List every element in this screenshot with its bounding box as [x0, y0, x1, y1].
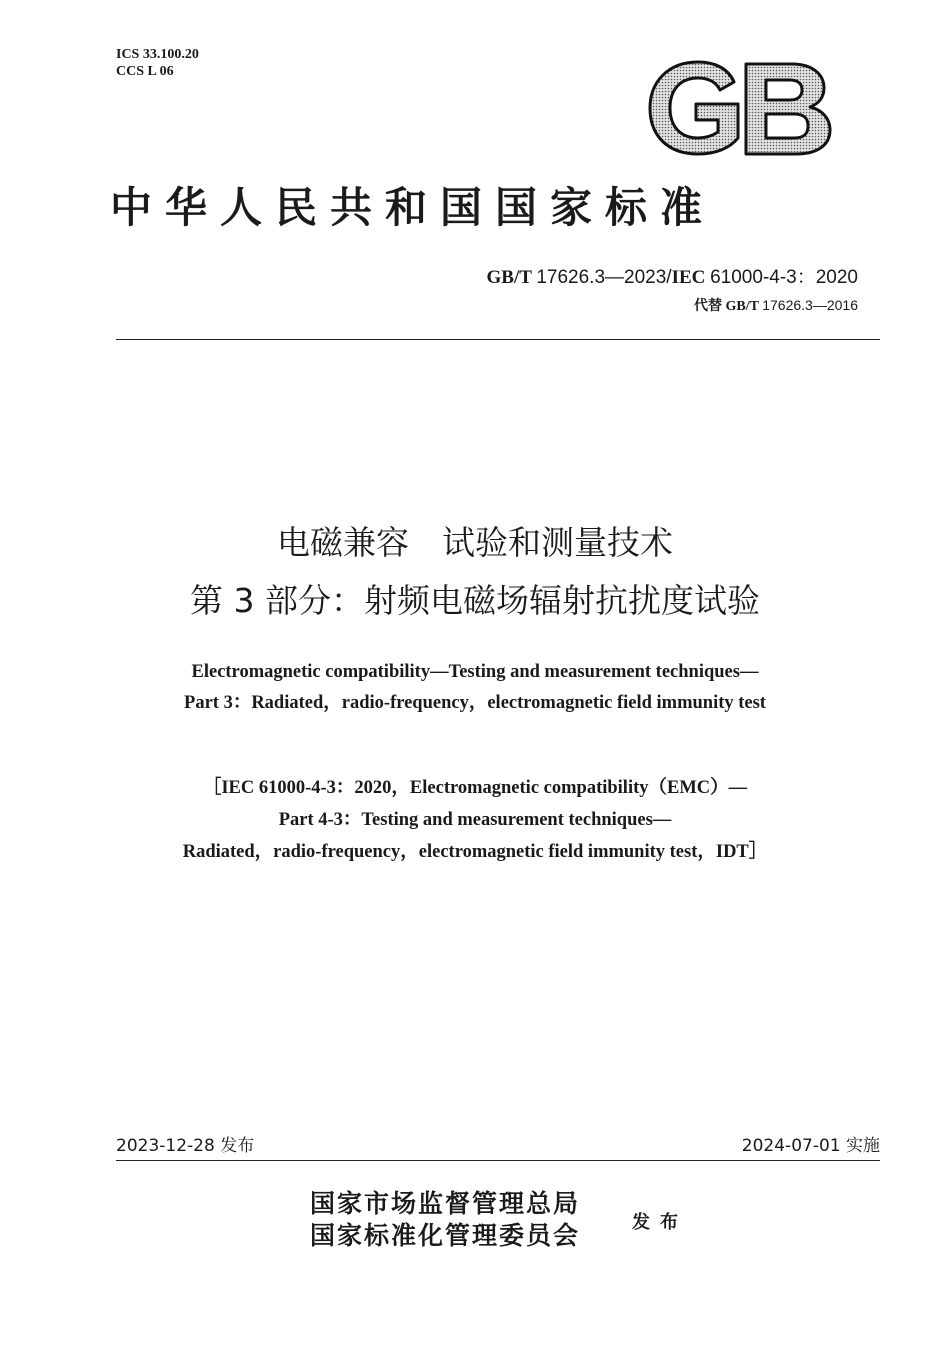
issue-label: 发布 — [632, 1212, 688, 1233]
title-en-line2: Part 3：Radiated，radio-frequency，electromagnetic field immunity test — [184, 693, 766, 713]
standard-number-value: 17626.3—2023/ — [536, 267, 672, 288]
iec-reference-line3: Radiated，radio-frequency，electromagnetic field immunity test，IDT］ — [182, 842, 768, 862]
replaces-label: 代替 — [694, 299, 723, 314]
replaces-number: 17626.3—2016 — [762, 297, 858, 313]
adopted-prefix: IEC — [671, 267, 706, 288]
header-divider — [116, 339, 880, 340]
issuing-organizations — [310, 1188, 580, 1252]
adopted-number: 61000-4-3：2020 — [710, 267, 858, 288]
title-zh-line1: 电磁兼容 试验和测量技术 — [277, 523, 673, 562]
replaces-line — [694, 295, 858, 315]
title-en-line1: Electromagnetic compatibility—Testing and measurement techniques— — [191, 662, 759, 682]
classification-codes — [116, 46, 199, 80]
title-zh-line2: 第 3 部分：射频电磁场辐射抗扰度试验 — [190, 581, 760, 620]
iec-reference-line1: ［IEC 61000-4-3：2020，Electromagnetic compatibility（EMC）— — [202, 778, 748, 798]
iec-reference-line2: Part 4-3：Testing and measurement techniques— — [278, 810, 672, 830]
publish-date: 2023-12-28 发布 — [116, 1136, 255, 1156]
implement-date: 2024-07-01 实施 — [741, 1136, 880, 1156]
gb-logo-icon — [646, 60, 832, 156]
standard-number — [487, 262, 858, 289]
standard-prefix: GB/T — [486, 267, 532, 288]
replaces-prefix: GB/T — [725, 299, 759, 314]
national-standard-name: 中华人民共和国国家标准 — [110, 183, 716, 232]
ics-code: ICS 33.100.20 — [116, 47, 199, 62]
issuer-sac: 国家标准化管理委员会 — [310, 1221, 581, 1250]
ccs-code: CCS L 06 — [116, 64, 174, 79]
logo-text: GB — [646, 60, 648, 61]
issuer-samr: 国家市场监督管理总局 — [310, 1189, 581, 1218]
footer-divider — [116, 1160, 880, 1161]
